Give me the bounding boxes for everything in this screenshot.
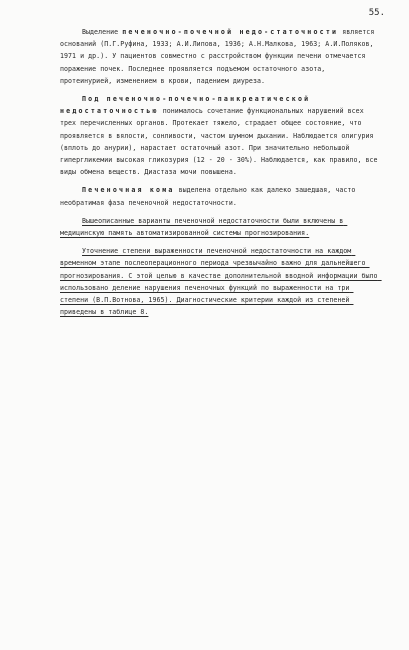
paragraph-1 [60,26,378,87]
body-text [60,26,382,324]
paragraph-2-text: понималось сочетание функциональных нарушений всех трех перечисленных органов. Протекает тяжело, страдает общее состояние, что проявляется в вялости, сонливости, частом шумном дыхании. Наблюдается олигурия (вплоть до анурии), нарастает остаточный азот. При значительно небольшой гипергликемии высокая гликозурия (12 - 20 - 30%). Наблюдается, как правило, все виды обмена веществ. Диастаза мочи повышена. [60,107,382,177]
paragraph-4 [60,215,378,239]
paragraph-2-term: Под печеночно-почечно-панкреатической недостаточностью [60,95,317,116]
paragraph-3-term: Печеночная кома [82,186,175,195]
paragraph-3 [60,184,378,208]
paragraph-5 [60,245,382,318]
paragraph-1-lead: Выделение [82,28,119,36]
paragraph-3-text: выделена отдельно как далеко зашедшая, часто необратимая фаза печеночной недостаточности. [60,186,360,207]
paragraph-2 [60,93,382,178]
paragraph-4-text: Вышеописанные варианты печеночной недостаточности были включены в медицинскую память автоматизированной системы прогнозирования. [60,216,348,238]
page-number: 55. [368,8,385,18]
paragraph-1-term: печеночно-почечной недо-статочности [122,28,339,36]
paragraph-1-text: является оснований (П.Г.Руфина, 1933; А.И.Липова, 1936; А.Н.Малкова, 1963; А.И.Поляков, 1971 и др.). У пациентов совместно с расстройством функции печени отмечается поражение почек. Последнее проявляется подъемом остаточного азота, протеинурией, изменением в крови, падением диуреза. [60,28,379,85]
paragraph-5-text: Уточнение степени выраженности печеночной недостаточности на каждом временном этапе послеоперационного периода чрезвычайно важно для дальнейшего прогнозирования. С этой целью в качестве дополнительной вводной информации было использовано деление нарушения печеночных функций по выраженности на три степени (В.П.Вотнова, 1965). Диагностические критерии каждой из степеней приведены в таблице 8. [60,247,382,317]
